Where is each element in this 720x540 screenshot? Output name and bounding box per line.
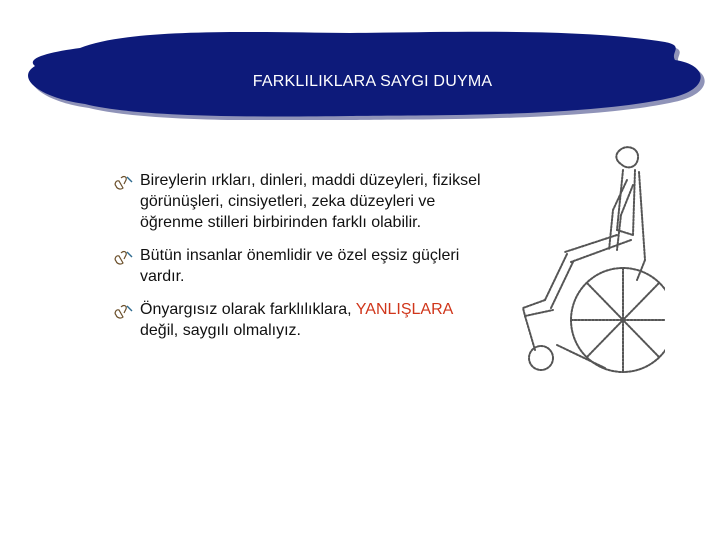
wheelchair-figure-illustration [505,140,665,400]
banner-cloud-shape [20,20,720,120]
bullet-text: Bireylerin ırkları, dinleri, maddi düzeyleri, fiziksel görünüşleri, cinsiyetleri, zeka düzeyleri ve öğrenme stilleri birbirinden farklı olabilir. [140,172,481,231]
bullet-text-before: Önyargısız olarak farklılıklara, [140,301,356,318]
list-item [112,245,482,287]
bullet-list [112,170,482,353]
page-title: FARKLILIKLARA SAYGI DUYMA [252,73,493,90]
bullet-text-after: değil, saygılı olmalıyız. [140,322,301,339]
scroll-quill-icon [112,303,134,321]
title-banner [20,20,685,120]
bullet-text [140,299,482,341]
scroll-quill-icon [112,174,134,192]
highlight-word: YANLIŞLARA [355,301,453,318]
list-item [112,170,482,233]
list-item [112,299,482,341]
bullet-text: Bütün insanlar önemlidir ve özel eşsiz güçleri vardır. [140,247,460,285]
scroll-quill-icon [112,249,134,267]
